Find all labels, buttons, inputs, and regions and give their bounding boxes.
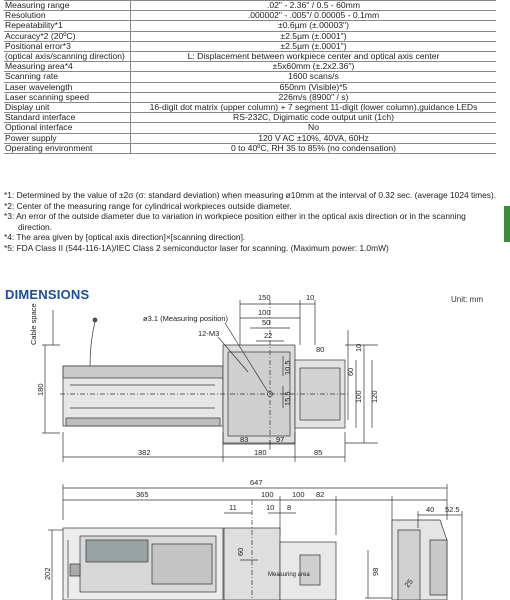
dim-label-382: 382 bbox=[138, 448, 151, 457]
dim-label-647: 647 bbox=[250, 478, 263, 487]
measuring-area-label: Measuring area bbox=[268, 572, 310, 578]
spec-key: Standard interface bbox=[4, 113, 131, 123]
dim-label-15-5: 15.5 bbox=[283, 391, 292, 406]
dim-label-22: 22 bbox=[264, 331, 273, 340]
footnote-2: *2: Center of the measuring range for cylindrical workpieces outside diameter. bbox=[4, 200, 292, 211]
dim-label-100-a: 100 bbox=[261, 490, 274, 499]
spec-value: RS-232C, Digimatic code output unit (1ch) bbox=[131, 113, 497, 123]
top-view-drawing bbox=[42, 300, 378, 462]
spec-value: 0 to 40ºC, RH 35 to 85% (no condensation) bbox=[131, 143, 497, 153]
spec-key: Repeatability*1 bbox=[4, 21, 131, 31]
footnote-5: *5: FDA Class II (544-116-1A)/IEC Class 2 semiconductor laser for scanning. (Maximum power: 1.0mW) bbox=[4, 242, 389, 253]
dim-label-10-5: 10.5 bbox=[283, 360, 292, 375]
cable-space-label: Cable space bbox=[29, 303, 38, 345]
spec-key: Positional error*3 bbox=[4, 41, 131, 51]
spec-value: .02" - 2.36" / 0.5 - 60mm bbox=[131, 1, 497, 11]
dim-label-25: 25 bbox=[402, 577, 415, 590]
dim-label-85: 85 bbox=[314, 448, 323, 457]
dim-label-98: 98 bbox=[371, 567, 380, 576]
dim-label-10-vertical: 10 bbox=[354, 343, 363, 352]
dim-label-120: 120 bbox=[370, 390, 379, 403]
dim-label-10: 10 bbox=[306, 293, 315, 302]
dim-label-82: 82 bbox=[316, 490, 325, 499]
dim-label-52-5: 52.5 bbox=[445, 505, 460, 514]
dim-label-180-vertical: 180 bbox=[36, 383, 45, 396]
spec-key: Display unit bbox=[4, 103, 131, 113]
spec-value: 120 V AC ±10%, 40VA, 60Hz bbox=[131, 133, 497, 143]
spec-key: Measuring area*4 bbox=[4, 62, 131, 72]
spec-value: 226m/s (8900" / s) bbox=[131, 92, 497, 102]
footnote-3: *3: An error of the outside diameter due to variation in workpiece position either in the optical axis direction or in the scanning bbox=[4, 211, 466, 222]
dim-label-80: 80 bbox=[316, 345, 325, 354]
dim-label-11: 11 bbox=[229, 503, 237, 512]
spec-value: L: Displacement between workpiece center and optical axis center bbox=[131, 52, 497, 62]
spec-key: (optical axis/scanning direction) bbox=[4, 52, 131, 62]
dimensions-heading: DIMENSIONS bbox=[5, 287, 90, 302]
spec-key: Accuracy*2 (20ºC) bbox=[4, 31, 131, 41]
spec-key: Operating environment bbox=[4, 143, 131, 153]
spec-key: Power supply bbox=[4, 133, 131, 143]
spec-value: 16-digit dot matrix (upper column) + 7 segment 11-digit (lower column),guidance LEDs bbox=[131, 103, 497, 113]
spec-value: No bbox=[131, 123, 497, 133]
spec-value: ±2.5µm (±.0001") bbox=[131, 41, 497, 51]
dim-label-202: 202 bbox=[43, 567, 52, 580]
spec-value: ±5x60mm (±.2x2.36") bbox=[131, 62, 497, 72]
dim-label-150: 150 bbox=[258, 293, 271, 302]
front-view-drawing bbox=[48, 484, 462, 600]
spec-value: 1600 scans/s bbox=[131, 72, 497, 82]
dim-label-10-b: 10 bbox=[266, 503, 275, 512]
footnote-1: *1: Determined by the value of ±2σ (σ: standard deviation) when measuring ø10mm at the interval of 0.32 sec. (average 1024 times). bbox=[4, 190, 497, 200]
dim-label-97: 97 bbox=[276, 435, 285, 444]
spec-value: ±2.5µm (±.0001") bbox=[131, 31, 497, 41]
thread-callout: 12-M3 bbox=[198, 329, 220, 338]
spec-key: Scanning rate bbox=[4, 72, 131, 82]
spec-value: ±0.6µm (±.00003") bbox=[131, 21, 497, 31]
dim-label-365: 365 bbox=[136, 490, 149, 499]
dim-label-50: 50 bbox=[262, 318, 271, 327]
hole-callout: ø3.1 (Measuring position) bbox=[143, 314, 229, 323]
dim-label-180: 180 bbox=[254, 448, 267, 457]
dim-label-60: 60 bbox=[346, 367, 355, 376]
footnote-4: *4: The area given by [optical axis direction]×[scanning direction]. bbox=[4, 232, 246, 243]
spec-key: Laser wavelength bbox=[4, 82, 131, 92]
spec-key: Optional interface bbox=[4, 123, 131, 133]
spec-value: 650nm (Visible)*5 bbox=[131, 82, 497, 92]
spec-key: Laser scanning speed bbox=[4, 92, 131, 102]
dim-label-100-b: 100 bbox=[292, 490, 305, 499]
footnote-3-continued: direction. bbox=[18, 221, 52, 232]
spec-key: Resolution bbox=[4, 11, 131, 21]
spec-key: Measuring range bbox=[4, 1, 131, 11]
dim-label-100-vertical: 100 bbox=[354, 390, 363, 403]
dim-label-83: 83 bbox=[240, 435, 249, 444]
unit-label: Unit: mm bbox=[451, 295, 483, 304]
spec-value: .000002" - .005"/ 0.00005 - 0.1mm bbox=[131, 11, 497, 21]
dim-label-40: 40 bbox=[426, 505, 435, 514]
dim-label-8: 8 bbox=[287, 503, 292, 512]
dim-label-100: 100 bbox=[258, 308, 271, 317]
dim-label-60-b: 60 bbox=[236, 547, 245, 556]
